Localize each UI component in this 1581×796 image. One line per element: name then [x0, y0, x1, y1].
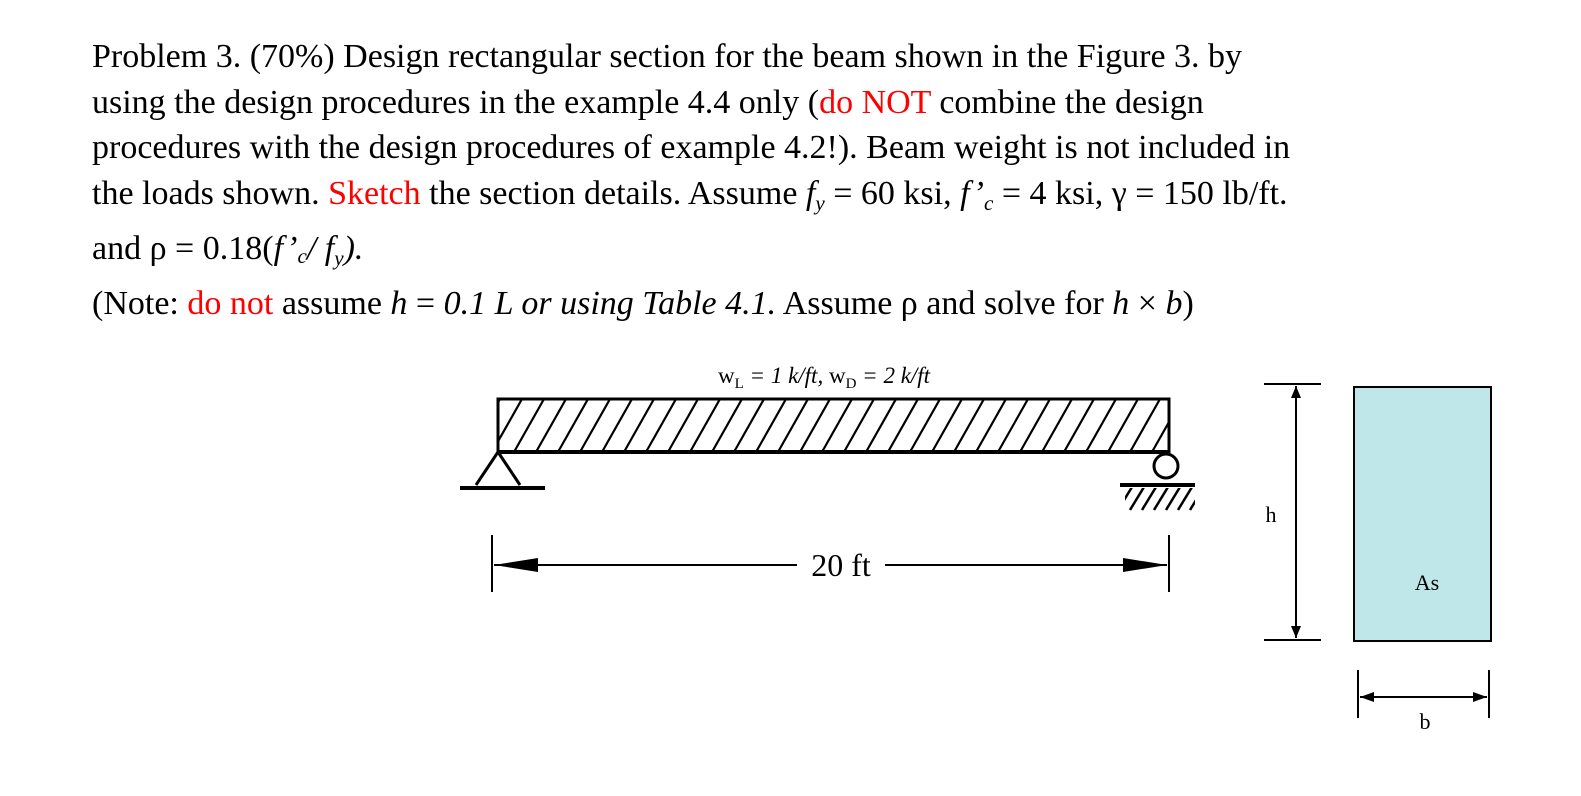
height-arrow-top — [1291, 386, 1301, 398]
load-hatching — [470, 399, 1226, 452]
width-arrow-right — [1473, 692, 1487, 702]
note-text-b: assume — [273, 285, 391, 323]
beam-cross-section — [1354, 387, 1491, 641]
line-4-text-d: = 4 ksi, γ = 150 lb/ft. — [993, 174, 1288, 212]
span-label: 20 ft — [811, 547, 871, 583]
note-text-e: Assume ρ and solve for — [776, 285, 1113, 323]
fy-symbol: f — [805, 174, 816, 212]
note-equals: = — [407, 285, 444, 323]
hatch-line — [1174, 399, 1204, 452]
line-4-text-a: the loads shown. — [92, 174, 329, 212]
note-h-symbol: h — [390, 285, 408, 323]
sketch-emphasis: Sketch — [328, 174, 421, 212]
wl-value: = 1 k/ft, — [743, 363, 829, 388]
ground-hatch-line — [1142, 487, 1156, 510]
fc-symbol: f’ — [960, 174, 984, 212]
line-4-text-b: the section details. Assume — [420, 174, 806, 212]
line-1-text: Problem 3. (70%) Design rectangular section for the beam shown in the Figure 3. by — [92, 38, 1243, 75]
span-arrow-right — [1123, 558, 1167, 572]
note-times: × — [1129, 285, 1166, 323]
ground-hatch-line — [1118, 487, 1132, 510]
ratio-fy-symbol: f — [324, 229, 335, 267]
ratio-fy-subscript: y — [334, 245, 344, 270]
steel-area-label: As — [1414, 570, 1440, 595]
ratio-fc-subscript: c — [297, 244, 307, 269]
line-2-text-a: using the design procedures in the example 4.4 only ( — [92, 83, 820, 121]
span-arrow-left — [494, 558, 538, 572]
width-label: b — [1419, 709, 1431, 734]
do-not-assume-emphasis: do not — [187, 285, 274, 323]
ground-hatch-line — [1190, 487, 1204, 510]
roller-support — [1118, 454, 1204, 510]
height-dimension — [1264, 384, 1321, 640]
line-5-text-b: ). — [343, 229, 364, 267]
wd-value: = 2 k/ft — [856, 363, 931, 388]
ground-hatch-line — [1166, 487, 1180, 510]
pin-triangle — [476, 452, 520, 485]
load-label — [718, 363, 931, 392]
wd-subscript: D — [845, 376, 857, 392]
roller-ground-hatch — [1118, 487, 1204, 510]
ground-hatch-line — [1178, 487, 1192, 510]
fc-subscript: c — [983, 190, 994, 215]
width-dimension — [1358, 670, 1489, 734]
span-dimension — [492, 535, 1169, 592]
width-arrow-left — [1360, 692, 1374, 702]
note-italic-clause: 0.1 L or using Table 4.1. — [443, 285, 777, 323]
height-label: h — [1265, 502, 1277, 527]
line-5-text-a: and ρ = 0.18( — [92, 229, 274, 267]
roller-wheel — [1154, 454, 1178, 478]
fy-subscript: y — [815, 190, 825, 215]
line-4-text-c: = 60 ksi, — [824, 174, 961, 212]
ratio-slash: / — [306, 229, 325, 267]
hatch-line — [470, 399, 500, 452]
wl-symbol: w — [718, 363, 735, 388]
ground-hatch-line — [1154, 487, 1168, 510]
do-not-emphasis: do NOT — [819, 83, 931, 121]
note-b-symbol: b — [1165, 285, 1183, 323]
pin-support — [460, 452, 545, 488]
note-open: (Note: — [92, 285, 188, 323]
note-close: ) — [1182, 285, 1194, 323]
note-h2-symbol: h — [1112, 285, 1130, 323]
line-2-text-b: combine the design — [930, 83, 1204, 121]
wl-subscript: L — [734, 376, 744, 392]
hatch-line — [1196, 399, 1226, 452]
height-arrow-bottom — [1291, 626, 1301, 638]
ground-hatch-line — [1130, 487, 1144, 510]
distributed-load — [470, 399, 1226, 452]
wd-symbol: w — [828, 363, 846, 388]
line-3-text: procedures with the design procedures of example 4.2!). Beam weight is not included in — [92, 129, 1291, 166]
ratio-fc-symbol: f’ — [273, 229, 298, 267]
